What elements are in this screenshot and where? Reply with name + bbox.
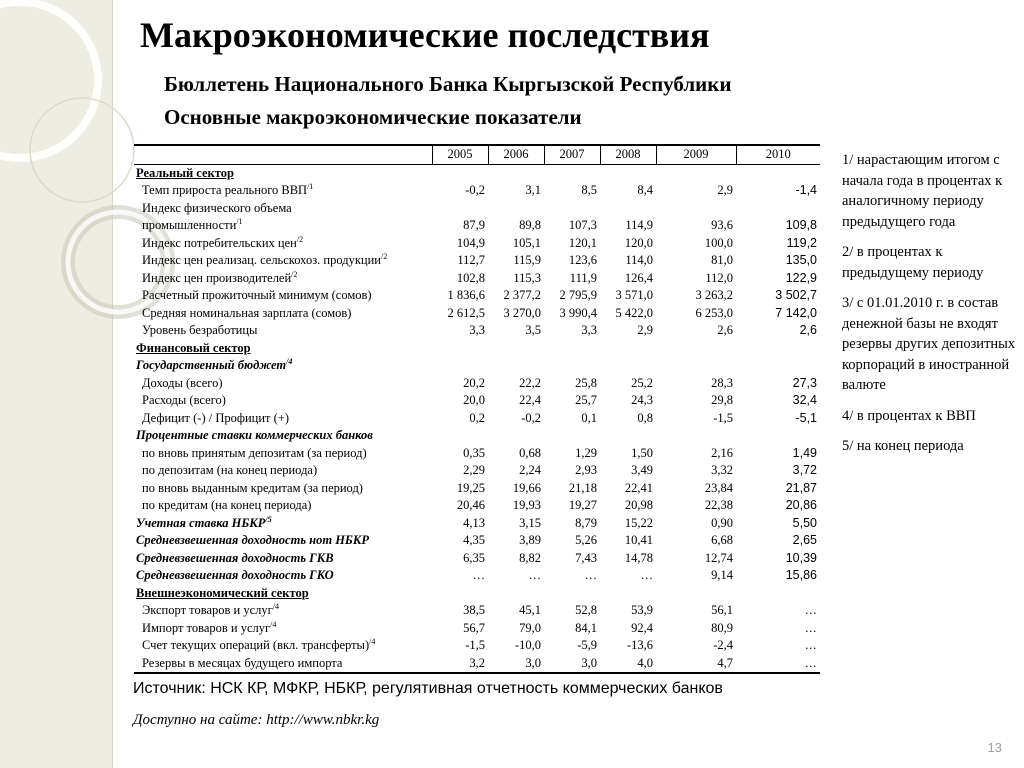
page-number: 13 (987, 740, 1002, 755)
footnote: 3/ с 01.01.2010 г. в состав денежной базы не входят резервы других депозитных корпораций в иностранной валюте (842, 295, 1016, 393)
row-label (134, 637, 432, 655)
value-cell: 135,0 (785, 253, 817, 267)
header-empty-cell (134, 145, 432, 164)
value-cell: 22,2 (519, 375, 541, 390)
year-header: 2008 (600, 145, 656, 164)
value-cell: 4,0 (600, 655, 656, 674)
table-row (134, 252, 820, 270)
row-label (134, 462, 432, 480)
value-cell: 56,7 (463, 620, 485, 635)
row-label (134, 497, 432, 515)
value-cell: 92,4 (631, 620, 653, 635)
value-cell: 4,13 (463, 515, 485, 530)
table-row (134, 515, 820, 533)
table-row (134, 287, 820, 305)
value-cell: 112,0 (705, 270, 733, 285)
value-cell: 115,9 (513, 253, 541, 267)
value-cell: 19,25 (456, 480, 485, 495)
value-cell: … (584, 568, 597, 582)
value-cell: 53,9 (631, 603, 653, 617)
row-label (134, 182, 432, 200)
table-row (134, 200, 820, 218)
table-row (134, 182, 820, 200)
footnote-ref: /1 (307, 181, 314, 191)
value-cell: 2 377,2 (503, 288, 541, 302)
value-cell: 19,93 (512, 498, 541, 512)
value-cell: 20,2 (463, 375, 485, 390)
value-cell (544, 357, 600, 375)
value-cell: 3 263,2 (695, 288, 733, 302)
year-header: 2006 (488, 145, 544, 164)
value-cell: 93,6 (711, 218, 733, 232)
value-cell: 14,78 (624, 550, 653, 565)
value-cell: 3,1 (525, 183, 541, 197)
value-cell: -0,2 (521, 410, 541, 425)
row-label (134, 322, 432, 340)
footnote: 2/ в процентах к предыдущему периоду (842, 244, 984, 281)
value-cell: 27,3 (792, 375, 817, 390)
footnote-ref: /4 (272, 601, 279, 611)
value-cell: 123,6 (568, 253, 597, 267)
footnote-ref: /4 (270, 619, 277, 629)
value-cell: … (528, 568, 541, 582)
value-cell: 22,38 (704, 498, 733, 512)
value-cell: 104,9 (456, 235, 485, 250)
value-cell: 2,9 (637, 323, 653, 337)
value-cell: 3,3 (469, 323, 485, 337)
value-cell: 122,9 (785, 270, 817, 285)
value-cell: 2,16 (711, 445, 733, 460)
row-label (134, 655, 432, 674)
table-row (134, 164, 820, 182)
availability-link[interactable]: Доступно на сайте: http://www.nbkr.kg (133, 712, 380, 728)
value-cell (600, 164, 656, 182)
value-cell: 5,26 (575, 533, 597, 547)
value-cell: 25,2 (631, 375, 653, 390)
value-cell: 6,35 (463, 550, 485, 565)
row-label-text: Темп прироста реального ВВП (142, 183, 308, 197)
value-cell: 120,1 (568, 235, 597, 250)
indicators-subtitle: Основные макроэкономические показатели (164, 105, 582, 129)
value-cell: 89,8 (519, 218, 541, 232)
value-cell: 21,18 (568, 480, 597, 495)
value-cell: … (804, 603, 817, 617)
value-cell: … (804, 638, 817, 652)
row-label (134, 567, 432, 585)
value-cell: 25,8 (575, 375, 597, 390)
value-cell: 80,9 (711, 620, 733, 635)
row-label-text: Средневзвешенная доходность ГКО (136, 568, 334, 582)
value-cell (544, 164, 600, 182)
value-cell: 38,5 (463, 603, 485, 617)
row-label-text: Дефицит (-) / Профицит (+) (142, 410, 290, 425)
value-cell (432, 200, 488, 218)
value-cell: 52,8 (575, 603, 597, 617)
row-label (134, 252, 432, 270)
value-cell: 8,82 (519, 550, 541, 565)
value-cell: 2,65 (792, 533, 817, 547)
value-cell (736, 200, 820, 218)
indicators-table (134, 144, 820, 674)
value-cell (736, 427, 820, 445)
value-cell: 3 270,0 (503, 305, 541, 320)
value-cell: 1,50 (631, 445, 653, 460)
row-label-text: Финансовый сектор (136, 340, 251, 355)
value-cell: 56,1 (711, 603, 733, 617)
indicators-table-container (134, 144, 820, 674)
row-label-text: Средневзвешенная доходность нот НБКР (136, 533, 369, 547)
value-cell (656, 164, 736, 182)
value-cell (432, 340, 488, 358)
row-label-text: Доходы (всего) (142, 375, 223, 390)
value-cell: 0,2 (469, 410, 485, 425)
row-label (134, 340, 432, 358)
table-row (134, 567, 820, 585)
value-cell: 29,8 (711, 393, 733, 407)
footnote-ref: /1 (236, 216, 243, 226)
row-label (134, 375, 432, 393)
value-cell: 25,7 (575, 393, 597, 407)
value-cell: 3,0 (544, 655, 600, 674)
row-label-text: Реальный сектор (136, 165, 234, 180)
value-cell: -13,6 (626, 638, 653, 652)
value-cell: 105,1 (512, 235, 541, 250)
value-cell: 8,4 (637, 183, 653, 197)
bulletin-subtitle: Бюллетень Национального Банка Кыргызской Республики (164, 72, 732, 96)
value-cell: 2,6 (717, 323, 733, 337)
row-label-text: Средняя номинальная зарплата (сомов) (142, 305, 352, 320)
footnote: 1/ нарастающим итогом с начала года в процентах к аналогичному периоду предыдущего года (842, 152, 1003, 230)
table-row (134, 305, 820, 323)
value-cell: 9,14 (711, 568, 733, 582)
value-cell: 1,49 (792, 445, 817, 460)
value-cell: -1,4 (795, 183, 817, 197)
value-cell: 0,1 (581, 410, 597, 425)
value-cell: 114,0 (625, 253, 653, 267)
row-label (134, 410, 432, 428)
value-cell: 22,4 (519, 393, 541, 407)
value-cell (736, 585, 820, 603)
value-cell: 84,1 (575, 620, 597, 635)
row-label (134, 585, 432, 603)
value-cell: 6 253,0 (695, 305, 733, 320)
value-cell (488, 164, 544, 182)
value-cell: 20,86 (785, 498, 817, 512)
footnote: 4/ в процентах к ВВП (842, 407, 976, 424)
value-cell: 12,74 (704, 550, 733, 565)
value-cell: 115,3 (513, 270, 541, 285)
value-cell: 4,35 (463, 533, 485, 547)
table-header-row (134, 145, 820, 164)
value-cell (736, 357, 820, 375)
table-row (134, 340, 820, 358)
value-cell (600, 427, 656, 445)
value-cell: -10,0 (514, 638, 541, 652)
row-label-text: промышленности (142, 218, 237, 232)
value-cell (488, 585, 544, 603)
value-cell: 2 612,5 (447, 305, 485, 320)
value-cell: 2,6 (799, 323, 817, 337)
table-row (134, 497, 820, 515)
value-cell: 120,0 (624, 235, 653, 250)
value-cell (544, 585, 600, 603)
value-cell: 20,46 (456, 498, 485, 512)
value-cell (600, 340, 656, 358)
table-row (134, 392, 820, 410)
source-note: Источник: НСК КР, МФКР, НБКР, регулятивная отчетность коммерческих банков (133, 680, 723, 697)
value-cell (736, 164, 820, 182)
value-cell: -5,1 (795, 410, 817, 425)
value-cell: 3,3 (581, 323, 597, 337)
row-label (134, 427, 432, 445)
row-label-text: Индекс цен реализац. сельскохоз. продукции (142, 253, 381, 267)
value-cell: 10,39 (785, 550, 817, 565)
row-label (134, 164, 432, 182)
row-label (134, 305, 432, 323)
table-row (134, 235, 820, 253)
footnote: 5/ на конец периода (842, 438, 964, 454)
value-cell (432, 357, 488, 375)
row-label (134, 392, 432, 410)
value-cell: 6,68 (711, 533, 733, 547)
value-cell (600, 585, 656, 603)
table-row (134, 322, 820, 340)
table-row (134, 480, 820, 498)
value-cell: 24,3 (631, 393, 653, 407)
value-cell (600, 357, 656, 375)
row-label-text: Резервы в месяцах будущего импорта (142, 655, 343, 670)
row-label-text: Импорт товаров и услуг (142, 620, 271, 635)
value-cell: 23,84 (704, 480, 733, 495)
row-label-text: по вновь выданным кредитам (за период) (142, 480, 363, 495)
footnote-ref: /2 (296, 234, 304, 244)
row-label (134, 550, 432, 568)
value-cell: 19,66 (512, 480, 541, 495)
row-label-text: Средневзвешенная доходность ГКВ (136, 550, 334, 565)
table-row (134, 655, 820, 674)
value-cell: 0,8 (637, 410, 653, 425)
value-cell: -0,2 (465, 183, 485, 197)
row-label-text: по кредитам (на конец периода) (142, 498, 312, 512)
row-label (134, 200, 432, 218)
row-label (134, 515, 432, 533)
value-cell: 102,8 (456, 270, 485, 285)
value-cell (488, 340, 544, 358)
value-cell: 3,5 (525, 323, 541, 337)
value-cell: 28,3 (711, 375, 733, 390)
value-cell (432, 164, 488, 182)
footnote-ref: /4 (286, 356, 293, 366)
value-cell: 21,87 (785, 480, 817, 495)
footnote-ref: /2 (380, 251, 388, 261)
value-cell: 3,72 (792, 463, 817, 477)
value-cell: -2,4 (713, 638, 733, 652)
value-cell (544, 427, 600, 445)
value-cell: -1,5 (465, 638, 485, 652)
value-cell: 3,2 (432, 655, 488, 674)
value-cell: 8,5 (581, 183, 597, 197)
value-cell (656, 357, 736, 375)
row-label (134, 270, 432, 288)
value-cell: 5,50 (792, 515, 817, 530)
value-cell: 126,4 (624, 270, 653, 285)
row-label-text: Процентные ставки коммерческих банков (136, 428, 373, 442)
value-cell: 20,98 (624, 498, 653, 512)
table-row (134, 427, 820, 445)
table-row (134, 410, 820, 428)
value-cell: 10,41 (624, 533, 653, 547)
table-row (134, 462, 820, 480)
row-label-text: Внешнеэкономический сектор (136, 585, 309, 600)
value-cell: 3,49 (631, 463, 653, 477)
row-label-text: Экспорт товаров и услуг (142, 603, 273, 617)
year-header: 2005 (432, 145, 488, 164)
row-label-text: Уровень безработицы (142, 323, 258, 337)
value-cell (488, 427, 544, 445)
value-cell (432, 427, 488, 445)
value-cell: 2,24 (519, 463, 541, 477)
row-label-text: Учетная ставка НБКР (136, 515, 266, 530)
row-label-text: Счет текущих операций (вкл. трансферты) (142, 638, 370, 652)
value-cell: 1 836,6 (447, 288, 485, 302)
table-row (134, 217, 820, 235)
row-label-text: Расчетный прожиточный минимум (сомов) (142, 288, 372, 302)
value-cell (544, 200, 600, 218)
value-cell: … (804, 620, 817, 635)
value-cell: … (472, 568, 485, 582)
row-label (134, 620, 432, 638)
value-cell: 22,41 (624, 480, 653, 495)
value-cell: … (640, 568, 653, 582)
footnote-ref: /5 (265, 514, 272, 524)
table-row (134, 550, 820, 568)
value-cell: 87,9 (463, 218, 485, 232)
row-label-text: по депозитам (на конец периода) (142, 463, 318, 477)
year-header: 2010 (736, 145, 820, 164)
value-cell (656, 200, 736, 218)
footnote-ref: /4 (369, 636, 376, 646)
row-label (134, 357, 432, 375)
value-cell: 3 502,7 (775, 288, 817, 302)
footnotes-panel (842, 150, 1018, 467)
table-row (134, 637, 820, 655)
value-cell: … (736, 655, 820, 674)
value-cell: 7 142,0 (775, 305, 817, 320)
value-cell (656, 340, 736, 358)
value-cell: 3 571,0 (615, 288, 653, 302)
row-label-text: Индекс физического объема (142, 200, 292, 215)
value-cell: 45,1 (519, 603, 541, 617)
value-cell (656, 585, 736, 603)
value-cell: 2,93 (575, 463, 597, 477)
value-cell: -1,5 (713, 410, 733, 425)
table-row (134, 375, 820, 393)
value-cell: 5 422,0 (615, 305, 653, 320)
value-cell: 0,90 (711, 515, 733, 530)
value-cell: 19,27 (568, 498, 597, 512)
value-cell (432, 585, 488, 603)
value-cell: 107,3 (568, 218, 597, 232)
value-cell: 3,32 (711, 463, 733, 477)
value-cell: 112,7 (457, 253, 485, 267)
value-cell: 2,9 (717, 183, 733, 197)
value-cell: 114,9 (625, 218, 653, 232)
row-label (134, 532, 432, 550)
value-cell: -5,9 (577, 638, 597, 652)
value-cell (656, 427, 736, 445)
value-cell: 3,0 (488, 655, 544, 674)
value-cell: 2 795,9 (559, 288, 597, 302)
table-row (134, 585, 820, 603)
year-header: 2009 (656, 145, 736, 164)
value-cell: 100,0 (704, 235, 733, 250)
value-cell: 2,29 (463, 463, 485, 477)
row-label-text: Государственный бюджет (136, 358, 287, 372)
value-cell: 15,22 (624, 515, 653, 530)
table-row (134, 270, 820, 288)
value-cell: 20,0 (463, 393, 485, 407)
value-cell: 81,0 (711, 253, 733, 267)
value-cell: 7,43 (575, 550, 597, 565)
value-cell: 4,7 (656, 655, 736, 674)
row-label (134, 235, 432, 253)
footnote-ref: /2 (291, 269, 298, 279)
row-label (134, 217, 432, 235)
row-label-text: Индекс цен производителей (142, 270, 292, 285)
table-row (134, 357, 820, 375)
value-cell: 15,86 (785, 568, 817, 582)
slide-title: Макроэкономические последствия (140, 15, 710, 55)
row-label (134, 287, 432, 305)
value-cell: 111,9 (569, 270, 597, 285)
value-cell (488, 200, 544, 218)
table-row (134, 445, 820, 463)
value-cell: 3 990,4 (559, 305, 597, 320)
row-label-text: по вновь принятым депозитам (за период) (142, 445, 367, 460)
value-cell: 3,15 (519, 515, 541, 530)
table-row (134, 620, 820, 638)
table-row (134, 532, 820, 550)
row-label (134, 480, 432, 498)
value-cell: 8,79 (575, 515, 597, 530)
value-cell: 32,4 (792, 393, 817, 407)
table-row (134, 602, 820, 620)
value-cell (736, 340, 820, 358)
value-cell (488, 357, 544, 375)
row-label-text: Индекс потребительских цен (142, 235, 297, 250)
row-label-text: Расходы (всего) (142, 393, 226, 407)
value-cell (544, 340, 600, 358)
value-cell: 1,29 (575, 445, 597, 460)
value-cell: 0,68 (519, 445, 541, 460)
year-header: 2007 (544, 145, 600, 164)
value-cell: 79,0 (519, 620, 541, 635)
table-body (134, 164, 820, 673)
row-label (134, 445, 432, 463)
value-cell: 109,8 (785, 218, 817, 232)
value-cell (600, 200, 656, 218)
row-label (134, 602, 432, 620)
value-cell: 3,89 (519, 533, 541, 547)
value-cell: 0,35 (463, 445, 485, 460)
value-cell: 119,2 (786, 235, 817, 250)
